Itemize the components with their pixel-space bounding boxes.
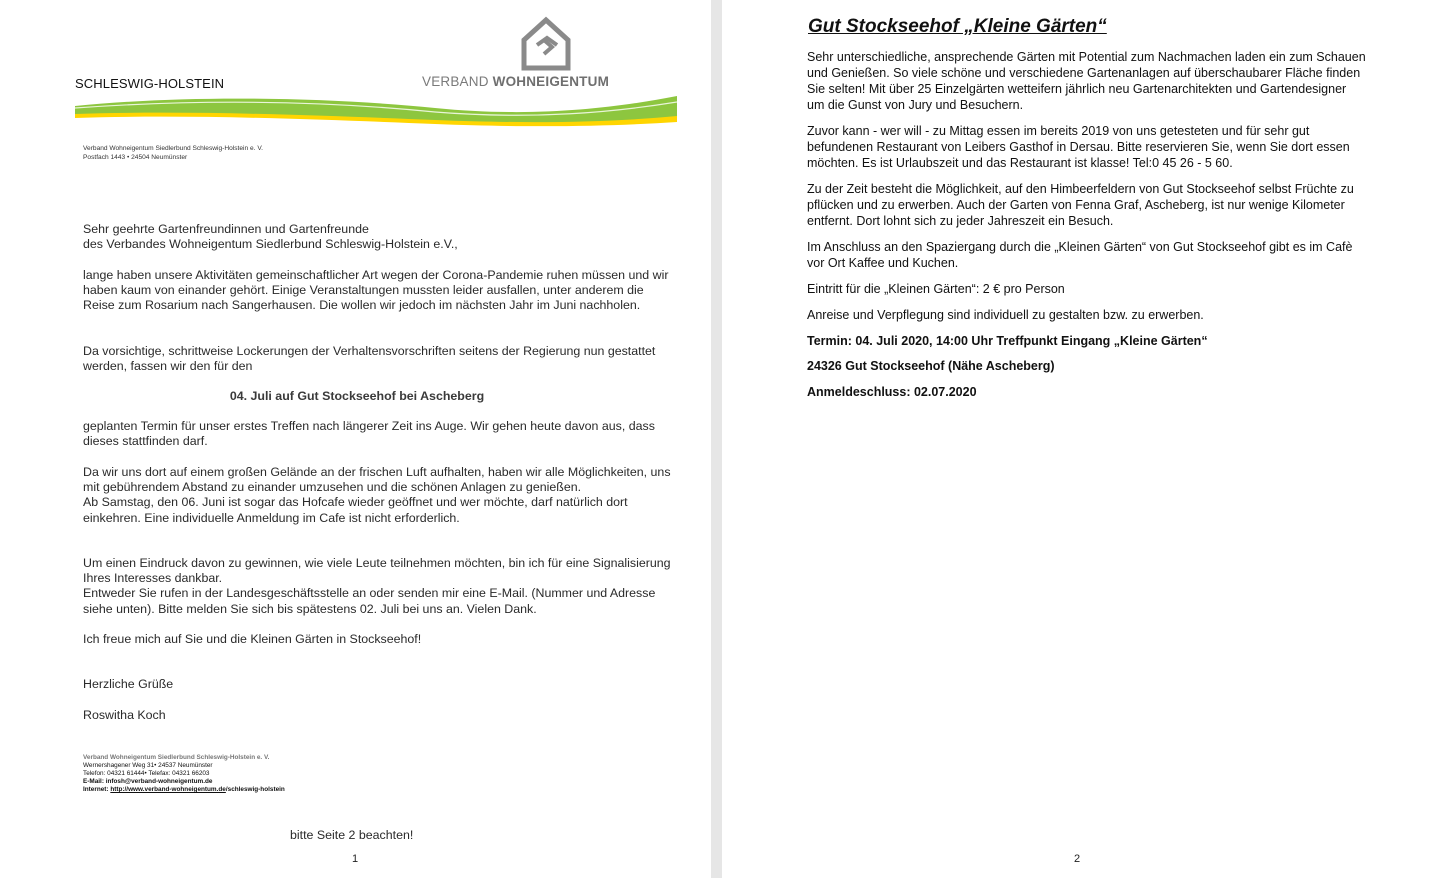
paragraph: Um einen Eindruck davon zu gewinnen, wie viele Leute teilnehmen möchten, bin ich für eine Signalisierung Ihres Interesses dankbar. Entweder Sie rufen in der Landesgeschäftsstelle an oder senden mir eine E-Mail. (Nummer und Adresse siehe unten). Bitte melden Sie sich bis spätestens 02. Juli bei uns an. Vielen Dank. [83,556,671,616]
salutation: Sehr geehrte Gartenfreundinnen und Gartenfreunde des Verbandes Wohneigentum Siedlerbund Schleswig-Holstein e.V., [83,222,458,252]
sender-line: Postfach 1443 • 24504 Neumünster [83,153,188,161]
closing: Herzliche Grüße [83,677,174,691]
signature: Roswitha Koch [83,708,166,722]
region-label: SCHLESWIG-HOLSTEIN [75,76,225,91]
event-location: 24326 Gut Stockseehof (Nähe Ascheberg) [807,359,1055,373]
paragraph: Anreise und Verpflegung sind individuell zu gestalten bzw. zu erwerben. [807,308,1204,322]
paragraph: Eintritt für die „Kleinen Gärten“: 2 € pro Person [807,282,1065,296]
paragraph: Ich freue mich auf Sie und die Kleinen Gärten in Stockseehof! [83,632,422,646]
page-number: 1 [352,853,359,865]
event-highlight: 04. Juli auf Gut Stockseehof bei Ascheberg [229,389,485,403]
sender-line: Verband Wohneigentum Siedlerbund Schleswig-Holstein e. V. [83,145,263,152]
sender-address [83,145,263,162]
page-title: Gut Stockseehof „Kleine Gärten“ [808,16,1107,37]
footer-address: Wernershagener Weg 31• 24537 Neumünster [83,762,213,769]
footer-org: Verband Wohneigentum Siedlerbund Schleswig-Holstein e. V. [83,754,270,761]
page-number: 2 [1074,853,1081,865]
paragraph: geplanten Termin für unser erstes Treffen nach längerer Zeit ins Auge. Wir gehen heute davon aus, dass dieses stattfinden darf. [83,419,655,449]
paragraph: Zu der Zeit besteht die Möglichkeit, auf den Himbeerfeldern von Gut Stockseehof selbst Früchte zu pflücken und zu erwerben. Auch der Garten von Fenna Graf, Ascheberg, ist nur wenige Kilometer entfernt. Dort lohnt sich zu jeder Jahreszeit ein Besuch. [807,182,1354,228]
event-date: Termin: 04. Juli 2020, 14:00 Uhr Treffpunkt Eingang „Kleine Gärten“ [807,334,1208,348]
page-2 [722,0,1432,878]
house-logo-icon [520,14,572,72]
registration-deadline: Anmeldeschluss: 02.07.2020 [807,385,977,399]
page-1 [0,0,711,878]
footer-website-link[interactable]: http://www.verband-wohneigentum.de [110,786,226,793]
paragraph: Sehr unterschiedliche, ansprechende Gärten mit Potential zum Nachmachen laden ein zum Schauen und Genießen. So viele schöne und verschiedene Gartenanlagen auf überschaubarer Fläche finden Sie selten! Mit über 25 Einzelgärten wetteifern jährlich neu Gartenarchitekten und Gartendesigner um die Gunst von Jury und Besuchern. [807,50,1366,112]
footer-email[interactable]: E-Mail: infosh@verband-wohneigentum.de [83,778,213,785]
paragraph: Da wir uns dort auf einem großen Gelände an der frischen Luft aufhalten, haben wir alle Möglichkeiten, uns mit gebührendem Abstand zu einander umzusehen und die schönen Anlagen zu genießen. Ab Samstag, den 06. Juni ist sogar das Hofcafe wieder geöffnet und wer möchte, darf natürlich dort einkehren. Eine individuelle Anmeldung im Cafe ist nicht erforderlich. [83,465,671,525]
logo-wordmark: VERBAND WOHNEIGENTUM [422,74,610,89]
paragraph: Da vorsichtige, schrittweise Lockerungen der Verhaltensvorschriften seitens der Regierung nun gestattet werden, fassen wir den für den [83,344,656,374]
footer-phone: Telefon: 04321 61444• Telefax: 04321 66203 [83,770,210,777]
header-wave-decoration [75,92,677,128]
paragraph: lange haben unsere Aktivitäten gemeinschaftlicher Art wegen der Corona-Pandemie ruhen müssen und wir haben kaum von einander gehört. Einige Veranstaltungen mussten leider ausfallen, unter anderem die Reise zum Rosarium nach Sangerhausen. Die wollen wir jedoch im nächsten Jahr im Juni nachholen. [83,268,669,313]
page2-note: bitte Seite 2 beachten! [290,828,414,842]
paragraph: Zuvor kann - wer will - zu Mittag essen im bereits 2019 von uns getesteten und für sehr gut befundenen Restaurant von Leibers Gasthof in Dersau. Bitte reservieren Sie, wenn Sie dort essen möchten. Es ist Urlaubszeit und das Restaurant ist klasse! Tel:0 45 26 - 5 60. [807,124,1350,170]
paragraph: Im Anschluss an den Spaziergang durch die „Kleinen Gärten“ von Gut Stockseehof gibt es im Cafè vor Ort Kaffee und Kuchen. [807,240,1353,270]
footer-contact [83,754,285,794]
footer-internet: Internet: http://www.verband-wohneigentum.de/schleswig-holstein [83,786,285,793]
